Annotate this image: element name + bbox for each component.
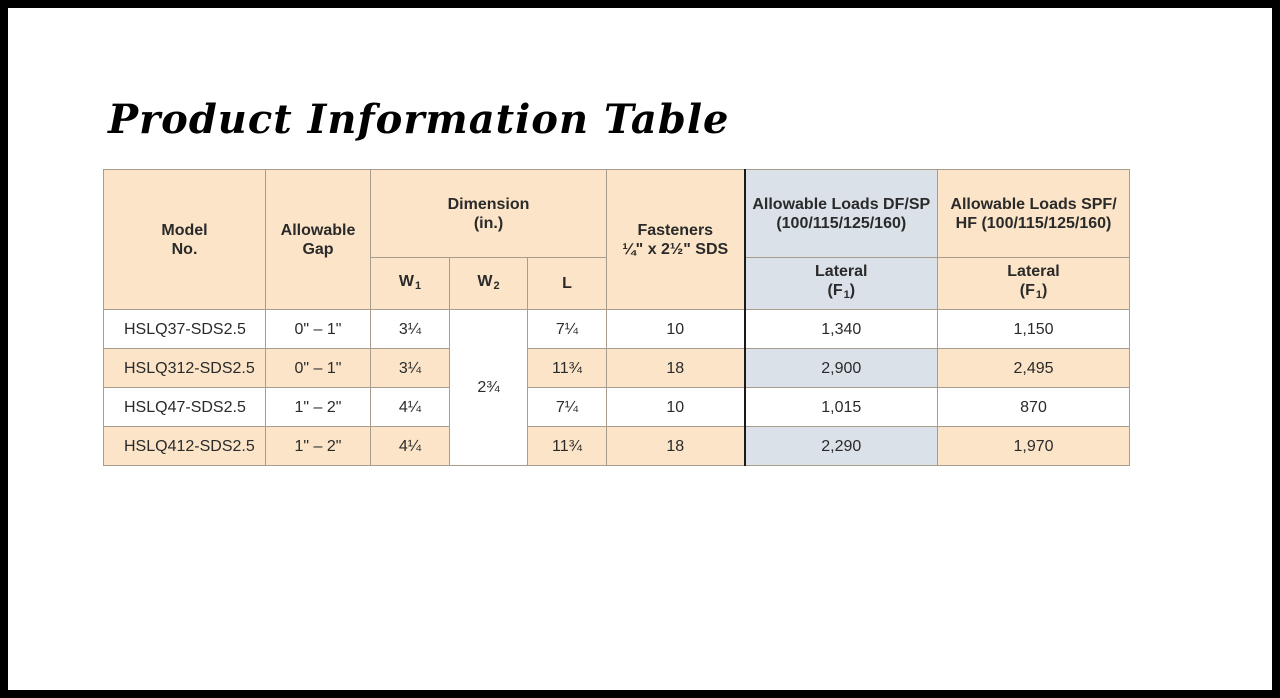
header-dimension: Dimension (in.) (371, 170, 607, 258)
header-model-no: Model No. (104, 170, 266, 310)
table-row (104, 427, 1130, 466)
header-allowable-loads-spf-hf: Allowable Loads SPF/ HF (100/115/125/160) (938, 170, 1130, 258)
lateral-df-cell: 2,290 (745, 427, 938, 466)
fasteners-cell: 10 (607, 388, 745, 427)
w1-cell: 4¼ (371, 427, 450, 466)
gap-cell: 1" – 2" (266, 427, 371, 466)
header-fasteners: Fasteners ¼" x 2½" SDS (607, 170, 745, 310)
table-row (104, 349, 1130, 388)
gap-cell: 1" – 2" (266, 388, 371, 427)
l-cell: 11¾ (528, 427, 607, 466)
model-cell: HSLQ37-SDS2.5 (104, 310, 266, 349)
l-cell: 11¾ (528, 349, 607, 388)
model-cell: HSLQ47-SDS2.5 (104, 388, 266, 427)
model-cell: HSLQ412-SDS2.5 (104, 427, 266, 466)
lateral-spf-cell: 870 (938, 388, 1130, 427)
l-cell: 7¼ (528, 388, 607, 427)
header-lateral-df: Lateral $(F_1)$ (745, 258, 938, 310)
lateral-spf-cell: 2,495 (938, 349, 1130, 388)
w1-cell: 4¼ (371, 388, 450, 427)
gap-cell: 0" – 1" (266, 349, 371, 388)
fasteners-cell: 18 (607, 427, 745, 466)
w2-cell: 2¾ (450, 310, 528, 466)
l-cell: 7¼ (528, 310, 607, 349)
header-allowable-loads-df-sp: Allowable Loads DF/SP (100/115/125/160) (745, 170, 938, 258)
lateral-df-cell: 1,340 (745, 310, 938, 349)
gap-cell: 0" – 1" (266, 310, 371, 349)
header-l: L (528, 258, 607, 310)
lateral-spf-cell: 1,970 (938, 427, 1130, 466)
w1-cell: 3¼ (371, 310, 450, 349)
header-allowable-gap: Allowable Gap (266, 170, 371, 310)
header-lateral-spf: Lateral $(F_1)$ (938, 258, 1130, 310)
product-info-table (103, 169, 1130, 466)
lateral-df-cell: 1,015 (745, 388, 938, 427)
lateral-df-cell: 2,900 (745, 349, 938, 388)
w1-cell: 3¼ (371, 349, 450, 388)
model-cell: HSLQ312-SDS2.5 (104, 349, 266, 388)
table-row (104, 310, 1130, 349)
fasteners-cell: 18 (607, 349, 745, 388)
fasteners-cell: 10 (607, 310, 745, 349)
page-title: Product Information Table (108, 96, 730, 143)
header-w1: $W_1$ (371, 258, 450, 310)
table-row (104, 388, 1130, 427)
header-w2: $W_2$ (450, 258, 528, 310)
lateral-spf-cell: 1,150 (938, 310, 1130, 349)
